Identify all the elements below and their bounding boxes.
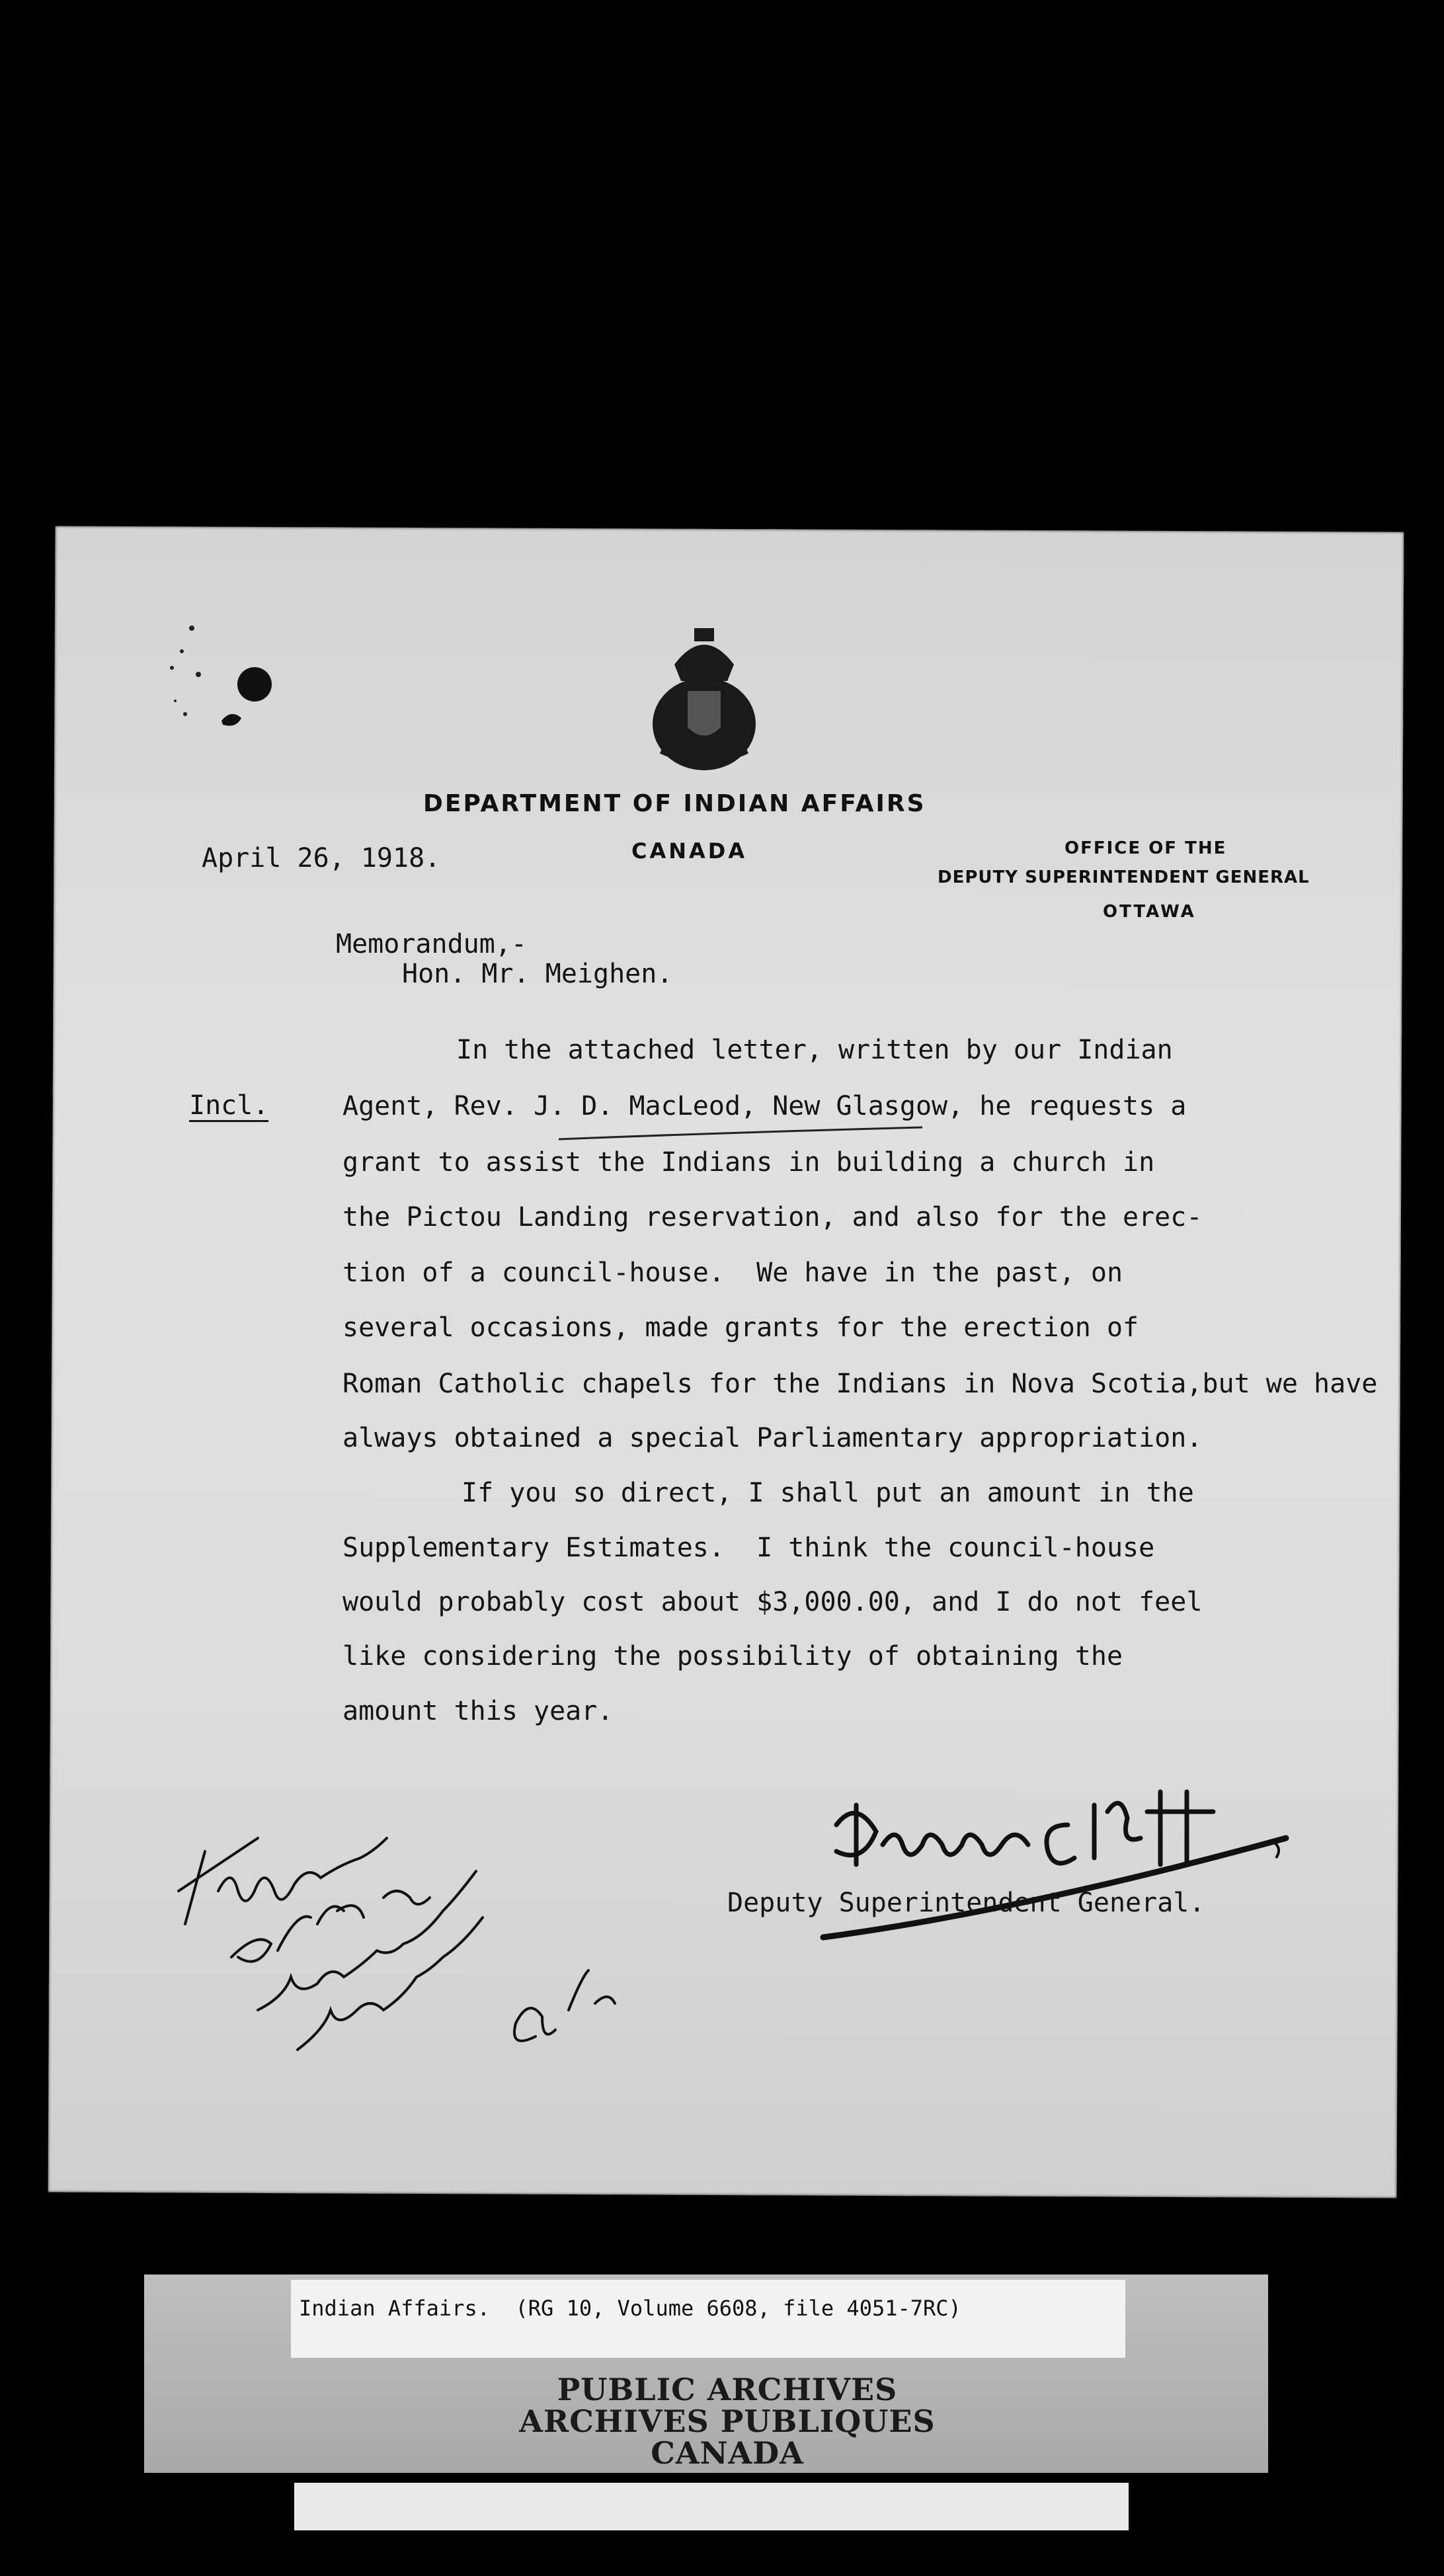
stamp-line-1: PUBLIC ARCHIVES (557, 2372, 898, 2407)
signature-title: Deputy Superintendent General. (727, 1888, 1205, 1918)
coat-of-arms-icon (648, 625, 760, 770)
body-line: would probably cost about $3,000.00, and I do not feel (342, 1587, 1203, 1617)
memo-heading: Memorandum,- (336, 929, 527, 959)
enclosure-note: Incl. (189, 1090, 269, 1121)
archive-stamp (463, 2374, 992, 2469)
handwritten-annotation (165, 1759, 681, 2089)
body-line: grant to assist the Indians in building a church in (342, 1147, 1155, 1178)
archive-reference: Indian Affairs. (RG 10, Volume 6608, file 4051-7RC) (299, 2296, 961, 2321)
memo-recipient: Hon. Mr. Meighen. (402, 959, 673, 989)
body-line: the Pictou Landing reservation, and also for the erec- (342, 1202, 1203, 1232)
handwritten-underline (555, 1121, 926, 1147)
body-line: Supplementary Estimates. I think the council-house (342, 1533, 1155, 1563)
office-line-2: DEPUTY SUPERINTENDENT GENERAL (938, 867, 1310, 887)
body-line: several occasions, made grants for the erection of (342, 1312, 1139, 1343)
stamp-line-2: ARCHIVES PUBLIQUES (519, 2403, 936, 2439)
body-line: In the attached letter, written by our Indian (456, 1035, 1173, 1065)
body-line: If you so direct, I shall put an amount in the (461, 1478, 1194, 1508)
country-heading: CANADA (631, 838, 748, 864)
stamp-line-3: CANADA (651, 2435, 804, 2471)
body-line: Roman Catholic chapels for the Indians in Nova Scotia,but we have (342, 1369, 1378, 1399)
department-heading: DEPARTMENT OF INDIAN AFFAIRS (423, 790, 926, 817)
body-line: always obtained a special Parliamentary appropriation. (342, 1423, 1203, 1453)
signature (817, 1765, 1299, 1964)
office-line-3: OTTAWA (1103, 902, 1196, 922)
ink-spots (159, 615, 291, 747)
letter-date: April 26, 1918. (202, 843, 441, 873)
office-line-1: OFFICE OF THE (1064, 838, 1227, 858)
body-line: tion of a council-house. We have in the past, on (342, 1258, 1123, 1288)
body-line: Agent, Rev. J. D. MacLeod, New Glasgow, he requests a (342, 1091, 1187, 1121)
body-line: amount this year. (342, 1696, 614, 1726)
archive-bottom-card (294, 2483, 1129, 2530)
body-line: like considering the possibility of obtaining the (342, 1641, 1123, 1671)
